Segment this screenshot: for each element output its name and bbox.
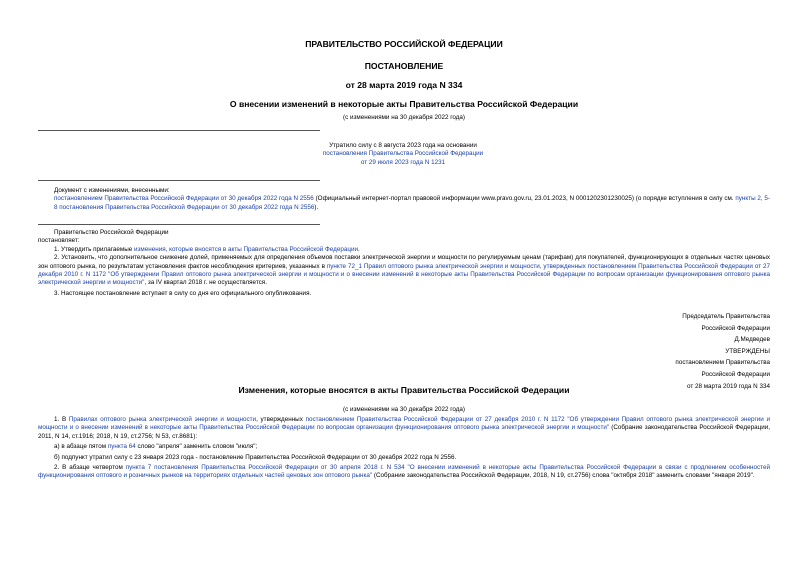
a1-text: 1. В (54, 416, 69, 423)
annex-point-1 (38, 416, 770, 441)
p1-end: . (357, 245, 360, 253)
changes-link[interactable]: постановлением Правительства Российской Федерации от 30 декабря 2022 года N 2556 (54, 195, 314, 203)
point-1 (54, 246, 770, 254)
sig-name: Д.Медведев (734, 336, 770, 344)
p2-link[interactable]: пункте 72_1 Правил оптового рынка электрической энергии и мощности, утвержденных постановлением Правительства Российской Федерации от 27 декабря 2010 г. N 1172 "Об утверждении Правил оптового рынка электрической энергии и мощности и о внесении изменений в некоторые акты Правительства Российской Федерации по вопросам организации функционирования оптового рынка электрической энергии и мощности" (38, 262, 770, 287)
changes-text: (Официальный интернет-портал правовой информации www.pravo.gov.ru, 23.01.2023, N 0001202301230025) (о порядке вступления в силу см. (313, 195, 736, 203)
a2-link[interactable]: пункта 7 постановления Правительства Российской Федерации от 30 апреля 2018 г. N 534 "О внесении изменений в некоторые акты Правительства Российской Федерации в связи с продлением особенностей функционирования оптового и розничных рынков на территориях отдельных частей ценовых зон оптового рынка" (38, 464, 770, 480)
annex-title: Изменения, которые вносятся в акты Правительства Российской Федерации (238, 385, 570, 395)
a1-end: (Собрание законодательства Российской Федерации, 2011, N 14, ст.1916; 2018, N 19, ст.2756; N 53, ст.8681): (38, 424, 770, 440)
gov-line: Правительство Российской Федерации (54, 229, 169, 236)
a1a-link[interactable]: пункта 64 (107, 443, 136, 451)
annex-point-1b: б) подпункт утратил силу с 23 января 2023 года - постановление Правительства Российской Федерации от 30 декабря 2022 года N 2556. (54, 453, 457, 461)
approved-date: от 28 марта 2019 года N 334 (686, 382, 770, 390)
changes-points-link[interactable]: пункты 2, 5-8 постановления Правительства Российской Федерации от 30 декабря 2022 года N 2556 (54, 195, 771, 211)
sig-country: Российской Федерации (701, 324, 770, 332)
approved-by: постановлением Правительства (675, 359, 770, 367)
a1a-end: слово "апреля" заменить словом "июля"; (135, 443, 258, 451)
a1-mid: , утвержденных (256, 416, 306, 423)
signature-block (570, 311, 770, 392)
org-heading: ПРАВИТЕЛЬСТВО РОССИЙСКОЙ ФЕДЕРАЦИИ (305, 39, 503, 49)
a2-end: (Собрание законодательства Российской Федерации, 2018, N 19, ст.2756) слова "октября 2018" заменить словами "января 2019". (372, 472, 755, 480)
divider (38, 180, 320, 181)
divider (38, 130, 320, 131)
p2-end: , за IV квартал 2018 г. не осуществляется. (144, 279, 267, 287)
a1-rules-link[interactable]: Правилах оптового рынка электрической энергии и мощности (68, 416, 257, 423)
point-3: 3. Настоящее постановление вступает в силу со дня его официального опубликования. (54, 289, 312, 297)
annex-point-2 (38, 464, 770, 481)
changes-intro: Документ с изменениями, внесенными: (54, 187, 170, 194)
decrees-line: постановляет: (38, 237, 80, 245)
approved-country: Российской Федерации (701, 370, 770, 378)
a2-text: 2. В абзаце четвертом (54, 464, 126, 472)
doc-type-heading: ПОСТАНОВЛЕНИЕ (364, 61, 444, 71)
annex-body (38, 416, 770, 481)
approved-label: УТВЕРЖДЕНЫ (725, 347, 770, 355)
a1-decree-link[interactable]: постановлением Правительства Российской Федерации от 27 декабря 2010 г. N 1172 "Об утверждении Правил оптового рынка электрической энергии и мощности и о внесении изменений в некоторые акты Правительства Российской Федерации по вопросам организации функционирования оптового рынка электрической энергии и мощности" (38, 416, 771, 432)
annex-revision: (с изменениями на 30 декабря 2022 года) (342, 406, 465, 413)
changes-block (54, 187, 770, 212)
lost-force-note (228, 142, 578, 167)
lost-force-link[interactable]: постановления Правительства Российской Федерации (322, 150, 484, 158)
a1a-text: а) в абзаце пятом (54, 443, 108, 451)
document-title: О внесении изменений в некоторые акты Правительства Российской Федерации (229, 99, 579, 109)
lost-force-link-date[interactable]: от 29 июля 2023 года N 1231 (360, 158, 446, 166)
annex-point-1a (54, 443, 770, 451)
p2-text: 2. Установить, что дополнительное снижение долей, применяемых для определения объемов поставки электрической энергии и мощности по регулируемым ценам (тарифам) для покупателей, функционирующих в отдельных частях ценовых зон оптового рынка, по результатам установления фактов несоблюдения критериев, указанных в (38, 254, 770, 270)
p1-text: 1. Утвердить прилагаемые (54, 245, 134, 253)
point-2 (38, 254, 770, 288)
date-heading: от 28 марта 2019 года N 334 (345, 80, 463, 90)
lost-force-text: Утратило силу с 8 августа 2023 года на основании (329, 142, 477, 149)
divider (38, 224, 320, 225)
body-block (38, 229, 770, 298)
changes-text-end: ). (314, 203, 319, 211)
p1-link[interactable]: изменения, которые вносятся в акты Правительства Российской Федерации (134, 245, 358, 253)
changes-paragraph (54, 195, 770, 212)
sig-title: Председатель Правительства (682, 313, 770, 320)
revision-note: (с изменениями на 30 декабря 2022 года) (342, 114, 465, 121)
